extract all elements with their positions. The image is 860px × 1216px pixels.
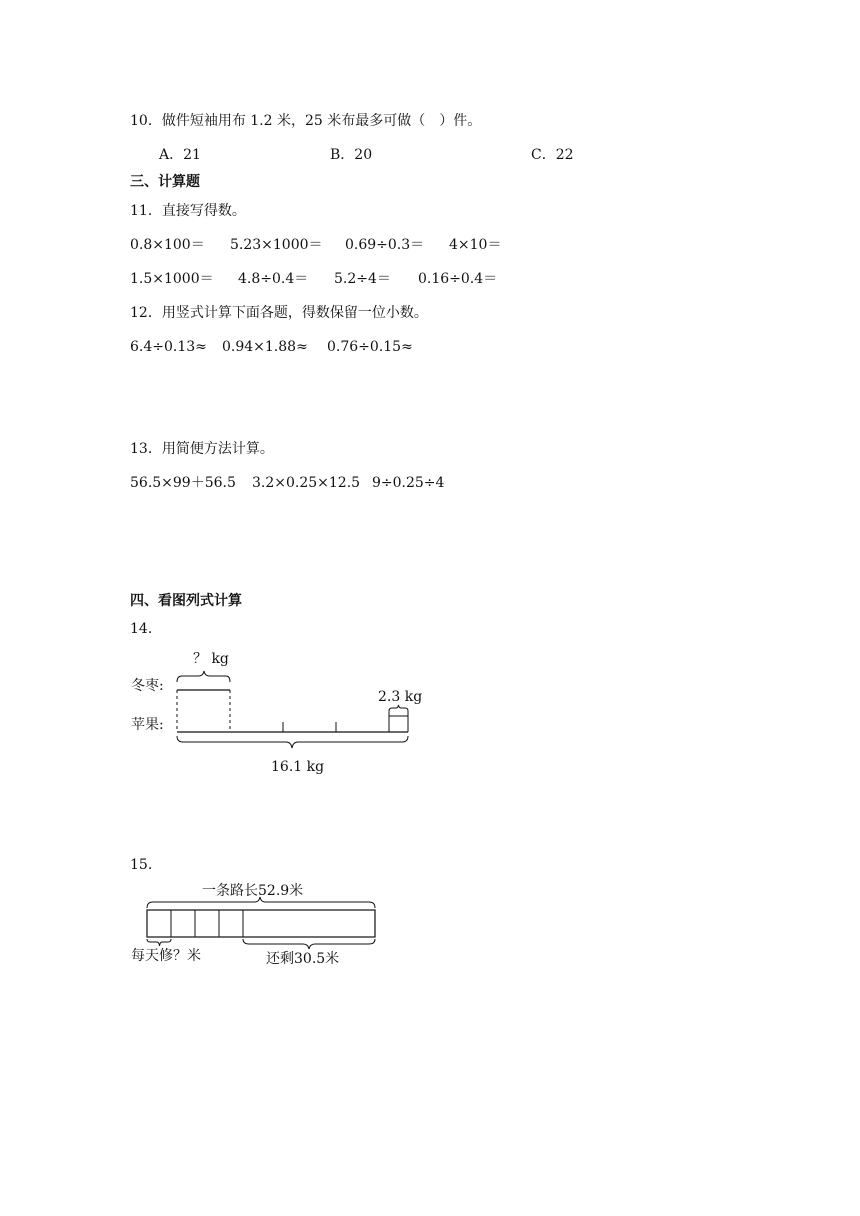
q12-item: 6.4÷0.13≈ [130,339,207,355]
q11-item: 4×10＝ [449,237,502,253]
q11-item: 0.8×100＝ [130,237,205,253]
q14-top-label: ？ kg [193,651,229,667]
q15-number: 15. [130,857,153,873]
q10-stem: 10．做件短袖用布 1.2 米，25 米布最多可做（ ）件。 [130,113,482,129]
q11-item: 4.8÷0.4＝ [238,271,309,287]
q14-total-label: 16.1 kg [271,759,325,775]
q12-item: 0.94×1.88≈ [222,339,308,355]
q15-left-brace [147,939,171,946]
q14-number: 14. [130,621,153,637]
section-title-calculation: 三、计算题 [130,174,200,190]
q13-item: 3.2×0.25×12.5 [252,475,361,491]
q13-item: 56.5×99＋56.5 [130,475,236,491]
q11-item: 5.2÷4＝ [334,271,391,287]
q13-stem: 13．用简便方法计算。 [130,441,274,457]
q15-top-brace [147,897,375,908]
q15-top-label: 一条路长52.9米 [202,883,304,899]
q15-left-label: 每天修？米 [131,948,201,964]
q12-item: 0.76÷0.15≈ [327,339,413,355]
q13-item: 9÷0.25÷4 [372,475,445,491]
q15-right-label: 还剩30.5米 [266,951,340,967]
q11-item: 0.16÷0.4＝ [418,271,498,287]
q14-small-label: 2.3 kg [378,689,423,705]
section-title-diagram: 四、看图列式计算 [130,593,242,609]
q12-stem: 12．用竖式计算下面各题，得数保留一位小数。 [130,305,428,321]
q10-option-c: C．22 [531,147,574,163]
q14-row1-label: 冬枣: [131,678,164,694]
q10-option-a: A．21 [159,147,201,163]
q10-option-b: B．20 [330,147,373,163]
q11-item: 1.5×1000＝ [130,271,214,287]
q11-stem: 11．直接写得数。 [130,203,246,219]
q15-road-bar [147,910,375,937]
q11-item: 5.23×1000＝ [230,237,323,253]
q14-row2-label: 苹果: [131,717,164,733]
q11-item: 0.69÷0.3＝ [345,237,425,253]
q15-right-brace [243,939,375,949]
